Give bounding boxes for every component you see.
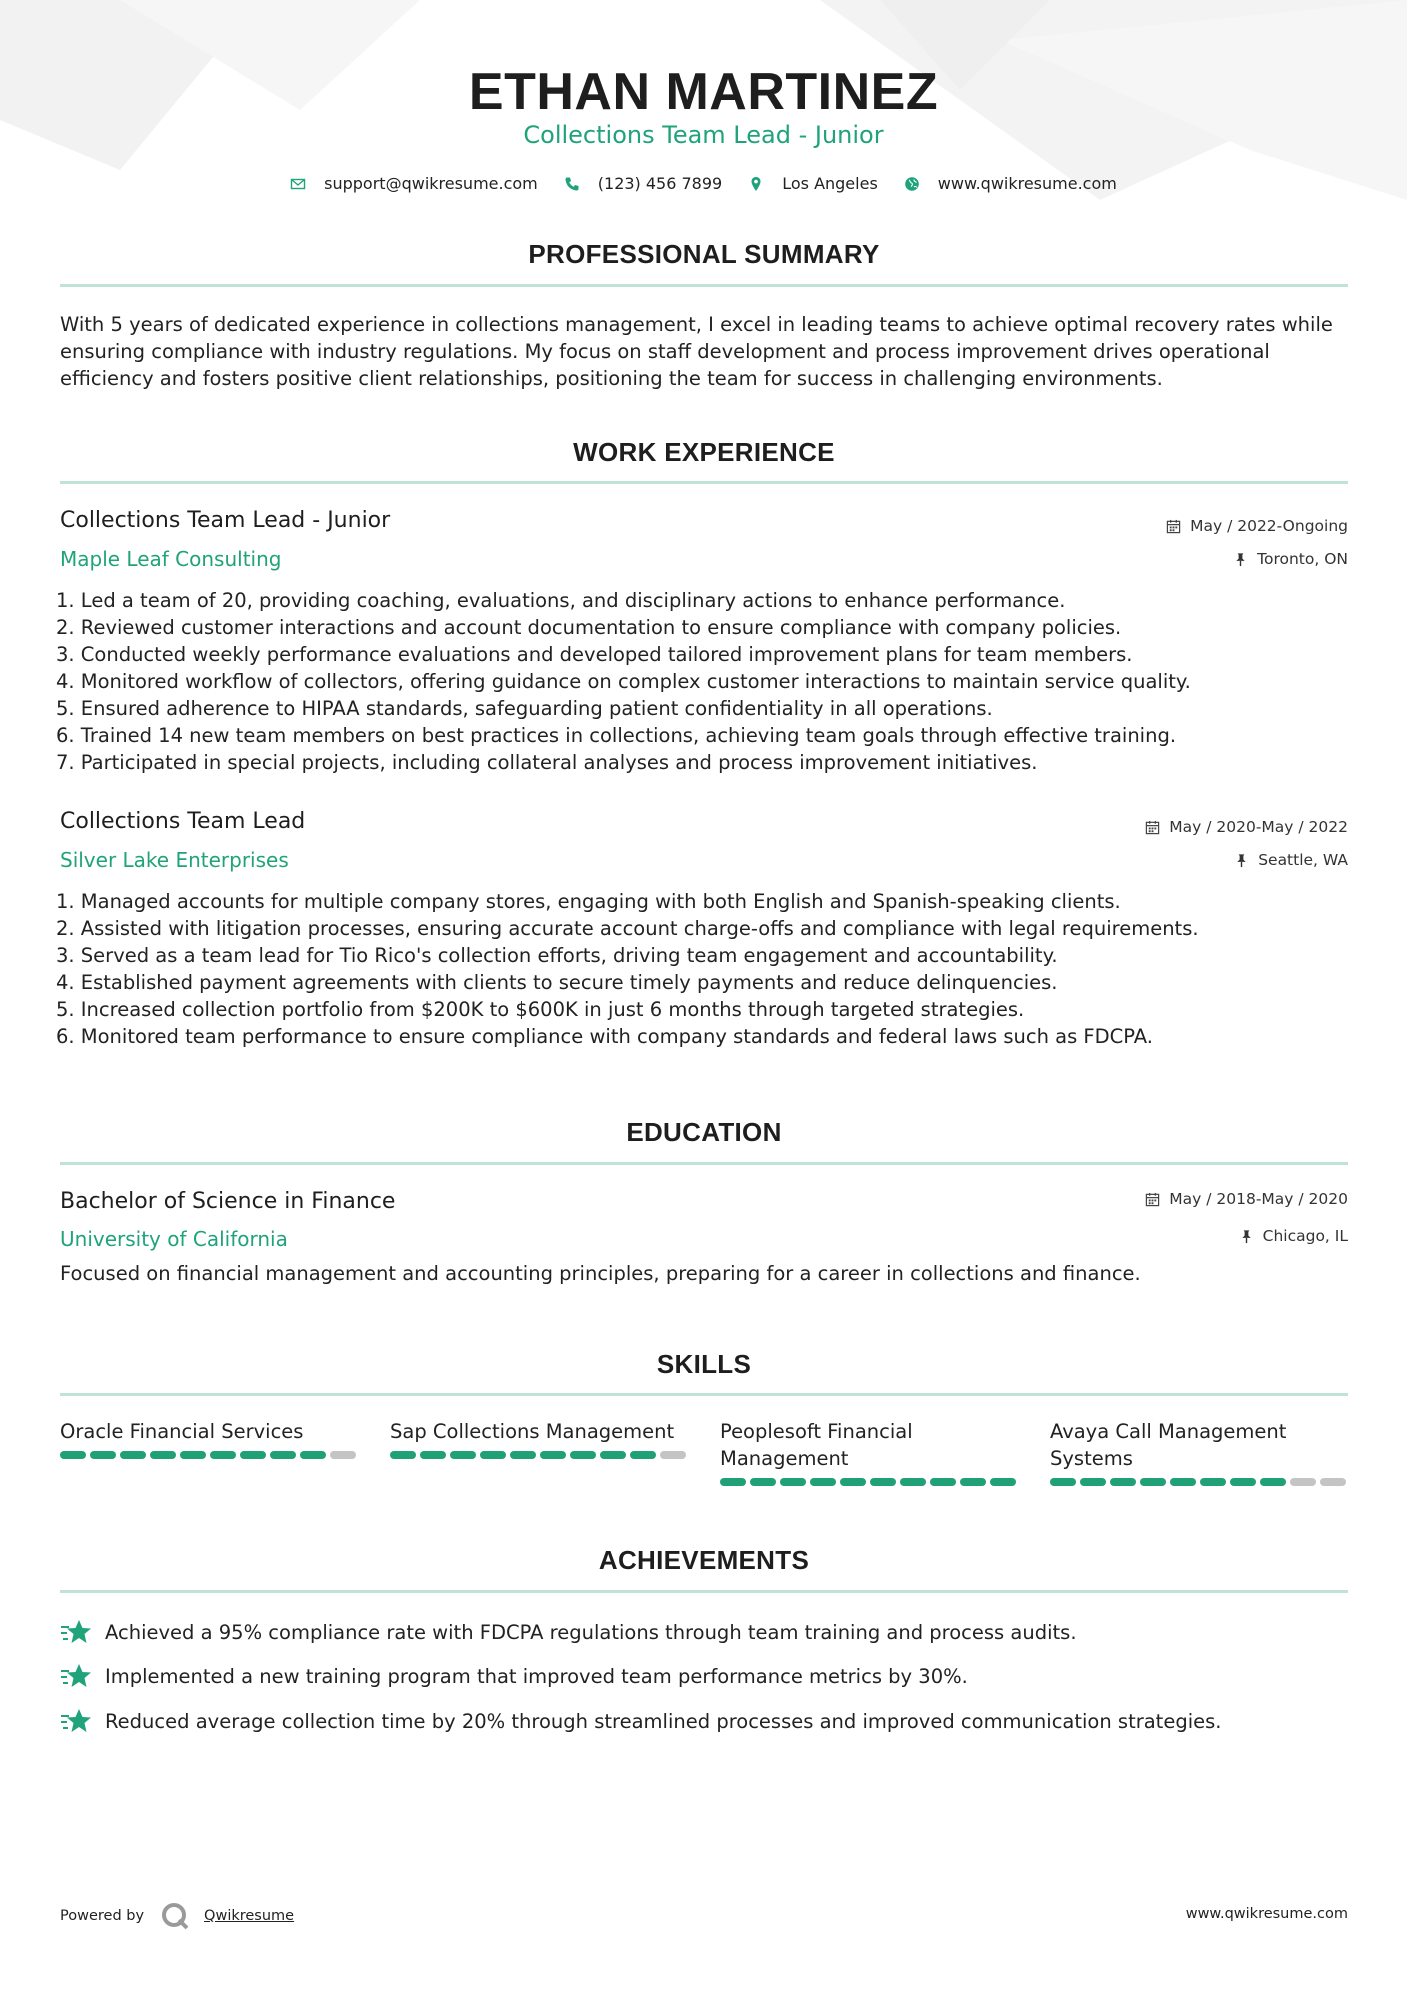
duty-item: 4. Monitored workflow of collectors, offering guidance on complex customer interactions to maintain service quality. (56, 670, 1191, 693)
skill-level-bar (720, 1478, 1020, 1486)
contact-email-text: support@qwikresume.com (324, 174, 538, 193)
duty-item: 6. Trained 14 new team members on best practices in collections, achieving team goals through effective training. (56, 724, 1177, 747)
envelope-icon (290, 176, 306, 192)
skill-segment-filled (90, 1451, 116, 1459)
job-dates-text: May / 2020-May / 2022 (1169, 818, 1348, 836)
powered-by-label: Powered by (60, 1908, 145, 1924)
skills-list (60, 1418, 1350, 1486)
skill-segment-filled (600, 1451, 626, 1459)
skill-level-bar (1050, 1478, 1350, 1486)
skill-item (60, 1418, 360, 1486)
achievements-heading: ACHIEVEMENTS (598, 1545, 810, 1575)
job-location-text: Seattle, WA (1258, 851, 1348, 869)
skill-item (390, 1418, 690, 1486)
duty-item: 3. Served as a team lead for Tio Rico's collection efforts, driving team engagement and accountability. (56, 944, 1058, 967)
qwikresume-logo-icon (160, 1901, 190, 1931)
pushpin-icon (1234, 853, 1249, 868)
skill-level-bar (60, 1451, 360, 1459)
contact-email[interactable] (290, 174, 538, 193)
skill-segment-empty (1320, 1478, 1346, 1486)
map-pin-icon (748, 176, 764, 192)
skill-segment-filled (390, 1451, 416, 1459)
job-location (1233, 550, 1348, 568)
education-heading: EDUCATION (626, 1117, 782, 1147)
candidate-name: ETHAN MARTINEZ (468, 63, 939, 121)
pushpin-icon (1239, 1229, 1254, 1244)
skill-segment-filled (1050, 1478, 1076, 1486)
skill-segment-filled (510, 1451, 536, 1459)
contact-phone[interactable] (564, 174, 722, 193)
contact-location (748, 174, 878, 193)
skill-segment-filled (1260, 1478, 1286, 1486)
skill-segment-filled (1230, 1478, 1256, 1486)
qwikresume-link[interactable]: Qwikresume (204, 1908, 295, 1924)
calendar-icon (1166, 519, 1181, 534)
duty-item: 2. Reviewed customer interactions and account documentation to ensure compliance with company policies. (56, 616, 1122, 639)
skills-heading: SKILLS (656, 1349, 752, 1379)
summary-heading: PROFESSIONAL SUMMARY (528, 239, 880, 269)
skill-segment-filled (120, 1451, 146, 1459)
skill-item (720, 1418, 1020, 1486)
pushpin-icon (1233, 552, 1248, 567)
job-location (1234, 851, 1348, 869)
skill-segment-filled (930, 1478, 956, 1486)
skill-segment-filled (780, 1478, 806, 1486)
duty-item: 3. Conducted weekly performance evaluations and developed tailored improvement plans for team members. (56, 643, 1133, 666)
skill-segment-empty (1290, 1478, 1316, 1486)
education-dates-text: May / 2018-May / 2020 (1169, 1190, 1348, 1208)
skill-segment-filled (720, 1478, 746, 1486)
skill-segment-filled (1170, 1478, 1196, 1486)
star-badge-icon (60, 1617, 92, 1647)
skill-segment-filled (810, 1478, 836, 1486)
job-title: Collections Team Lead (60, 809, 306, 834)
duty-item: 4. Established payment agreements with clients to secure timely payments and reduce delinquencies. (56, 971, 1058, 994)
skill-name: Peoplesoft Financial Management (720, 1420, 913, 1470)
skill-segment-filled (150, 1451, 176, 1459)
job-duties (56, 587, 1356, 776)
skill-segment-filled (270, 1451, 296, 1459)
skill-segment-filled (300, 1451, 326, 1459)
experience-heading: WORK EXPERIENCE (573, 437, 835, 467)
job-dates (1166, 517, 1348, 535)
job-dates (1145, 818, 1348, 836)
achievement-item (60, 1661, 968, 1691)
achievements-divider (60, 1590, 1348, 1593)
skill-segment-filled (900, 1478, 926, 1486)
job-company: Silver Lake Enterprises (60, 848, 289, 872)
skill-segment-filled (750, 1478, 776, 1486)
calendar-icon (1145, 820, 1160, 835)
duty-item: 1. Led a team of 20, providing coaching, evaluations, and disciplinary actions to enhance performance. (56, 589, 1066, 612)
duty-item: 1. Managed accounts for multiple company stores, engaging with both English and Spanish-speaking clients. (56, 890, 1121, 913)
contact-website[interactable] (904, 174, 1117, 193)
candidate-role: Collections Team Lead - Junior (523, 121, 884, 149)
skill-item (1050, 1418, 1350, 1486)
contact-bar (0, 174, 1407, 193)
experience-divider (60, 481, 1348, 484)
education-dates (1145, 1190, 1348, 1208)
footer-website[interactable]: www.qwikresume.com (1185, 1906, 1348, 1922)
skill-segment-filled (840, 1478, 866, 1486)
skill-segment-filled (570, 1451, 596, 1459)
skill-segment-filled (1080, 1478, 1106, 1486)
achievement-item (60, 1617, 1077, 1647)
duty-item: 5. Increased collection portfolio from $200K to $600K in just 6 months through targeted strategies. (56, 998, 1025, 1021)
skill-segment-filled (240, 1451, 266, 1459)
skill-name: Sap Collections Management (390, 1420, 675, 1443)
achievement-text: Reduced average collection time by 20% through streamlined processes and improved communication strategies. (105, 1709, 1222, 1733)
skill-level-bar (390, 1451, 690, 1459)
education-location-text: Chicago, IL (1262, 1227, 1348, 1245)
summary-divider (60, 284, 1348, 287)
skill-segment-filled (540, 1451, 566, 1459)
skill-segment-filled (420, 1451, 446, 1459)
skill-segment-empty (660, 1451, 686, 1459)
skill-segment-filled (450, 1451, 476, 1459)
duty-item: 7. Participated in special projects, including collateral analyses and process improvement initiatives. (56, 751, 1038, 774)
phone-icon (564, 176, 580, 192)
achievement-item (60, 1706, 1221, 1736)
contact-phone-text: (123) 456 7899 (597, 174, 723, 193)
star-badge-icon (60, 1661, 92, 1691)
skill-segment-filled (210, 1451, 236, 1459)
footer-powered-by (60, 1901, 294, 1931)
skill-segment-filled (870, 1478, 896, 1486)
calendar-icon (1145, 1192, 1160, 1207)
skill-segment-filled (1140, 1478, 1166, 1486)
skill-segment-filled (1110, 1478, 1136, 1486)
job-dates-text: May / 2022-Ongoing (1190, 517, 1348, 535)
globe-icon (904, 176, 920, 192)
contact-location-text: Los Angeles (782, 174, 878, 193)
summary-text: With 5 years of dedicated experience in collections management, I excel in leading teams to achieve optimal recovery rates while ensuring compliance with industry regulations. My focus on staff development and process improvement drives operational efficiency and fosters positive client relationships, positioning the team for success in challenging environments. (60, 313, 1333, 390)
job-company: Maple Leaf Consulting (60, 547, 282, 571)
star-badge-icon (60, 1706, 92, 1736)
skills-divider (60, 1393, 1348, 1396)
duty-item: 2. Assisted with litigation processes, ensuring accurate account charge-offs and compliance with legal requirements. (56, 917, 1199, 940)
duty-item: 6. Monitored team performance to ensure compliance with company standards and federal laws such as FDCPA. (56, 1025, 1153, 1048)
skill-segment-filled (180, 1451, 206, 1459)
skill-segment-filled (480, 1451, 506, 1459)
job-duties (56, 888, 1356, 1050)
skill-segment-filled (990, 1478, 1016, 1486)
education-description: Focused on financial management and accounting principles, preparing for a career in collections and finance. (60, 1262, 1141, 1285)
school-name: University of California (60, 1227, 288, 1251)
skill-segment-filled (60, 1451, 86, 1459)
skill-name: Avaya Call Management Systems (1050, 1420, 1287, 1470)
education-location (1239, 1227, 1348, 1245)
job-location-text: Toronto, ON (1257, 550, 1348, 568)
achievement-text: Implemented a new training program that improved team performance metrics by 30%. (105, 1664, 968, 1688)
skill-segment-filled (960, 1478, 986, 1486)
skill-segment-empty (330, 1451, 356, 1459)
achievement-text: Achieved a 95% compliance rate with FDCPA regulations through team training and process audits. (105, 1620, 1077, 1644)
skill-segment-filled (630, 1451, 656, 1459)
duty-item: 5. Ensured adherence to HIPAA standards, safeguarding patient confidentiality in all operations. (56, 697, 993, 720)
contact-website-text: www.qwikresume.com (937, 174, 1117, 193)
job-title: Collections Team Lead - Junior (60, 508, 391, 533)
skill-segment-filled (1200, 1478, 1226, 1486)
skill-name: Oracle Financial Services (60, 1420, 304, 1443)
degree-title: Bachelor of Science in Finance (60, 1189, 396, 1214)
education-divider (60, 1162, 1348, 1165)
